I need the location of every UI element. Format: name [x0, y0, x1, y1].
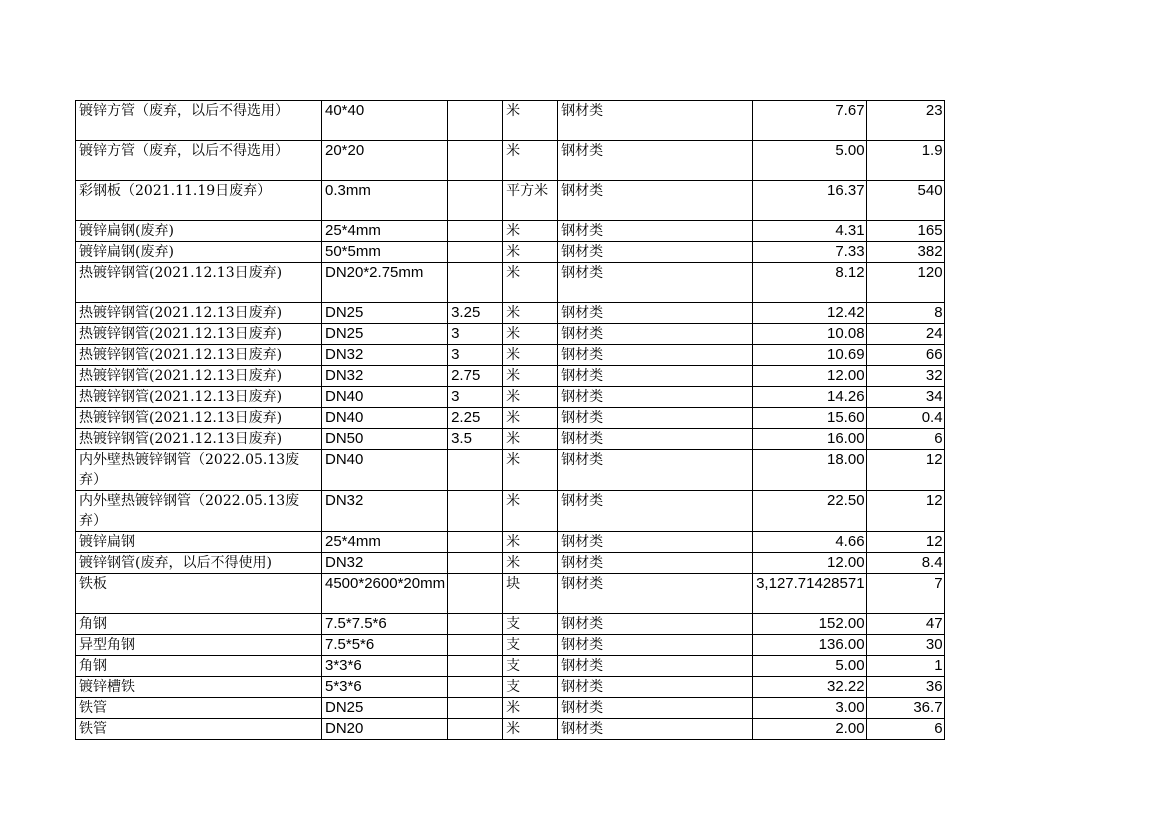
cell-unit: 米	[503, 408, 558, 429]
cell-name: 彩钢板（2021.11.19日废弃）	[76, 181, 322, 221]
cell-unit: 米	[503, 553, 558, 574]
cell-unit: 平方米	[503, 181, 558, 221]
cell-unit: 米	[503, 242, 558, 263]
cell-name: 内外壁热镀锌钢管（2022.05.13废弃）	[76, 491, 322, 532]
cell-spec: DN40	[322, 408, 448, 429]
cell-thickness	[448, 450, 503, 491]
cell-name: 热镀锌钢管(2021.12.13日废弃)	[76, 387, 322, 408]
cell-category: 钢材类	[558, 614, 753, 635]
table-row	[76, 263, 945, 303]
cell-thickness: 2.75	[448, 366, 503, 387]
cell-name: 角钢	[76, 614, 322, 635]
cell-unit: 支	[503, 677, 558, 698]
cell-qty: 12	[866, 491, 944, 532]
cell-category: 钢材类	[558, 387, 753, 408]
cell-category: 钢材类	[558, 141, 753, 181]
table-row	[76, 656, 945, 677]
cell-name: 热镀锌钢管(2021.12.13日废弃)	[76, 366, 322, 387]
table-row	[76, 181, 945, 221]
cell-name: 角钢	[76, 656, 322, 677]
table-row	[76, 574, 945, 614]
cell-spec: DN25	[322, 698, 448, 719]
cell-qty: 23	[866, 101, 944, 141]
cell-qty: 8.4	[866, 553, 944, 574]
cell-spec: DN32	[322, 366, 448, 387]
table-row	[76, 614, 945, 635]
cell-qty: 6	[866, 429, 944, 450]
cell-name: 热镀锌钢管(2021.12.13日废弃)	[76, 324, 322, 345]
table-row	[76, 366, 945, 387]
cell-thickness: 3.25	[448, 303, 503, 324]
cell-name: 镀锌方管（废弃，以后不得选用）	[76, 141, 322, 181]
cell-price: 16.37	[753, 181, 866, 221]
cell-price: 7.33	[753, 242, 866, 263]
cell-thickness	[448, 242, 503, 263]
cell-name: 镀锌扁钢(废弃)	[76, 242, 322, 263]
cell-thickness	[448, 221, 503, 242]
cell-thickness	[448, 532, 503, 553]
cell-spec: DN50	[322, 429, 448, 450]
cell-category: 钢材类	[558, 574, 753, 614]
cell-spec: 40*40	[322, 101, 448, 141]
cell-qty: 24	[866, 324, 944, 345]
cell-price: 12.00	[753, 553, 866, 574]
cell-category: 钢材类	[558, 553, 753, 574]
cell-spec: 20*20	[322, 141, 448, 181]
cell-category: 钢材类	[558, 324, 753, 345]
table-body	[76, 101, 945, 740]
cell-spec: 7.5*5*6	[322, 635, 448, 656]
table-row	[76, 429, 945, 450]
cell-category: 钢材类	[558, 429, 753, 450]
cell-thickness: 3	[448, 387, 503, 408]
cell-unit: 米	[503, 345, 558, 366]
table-row	[76, 677, 945, 698]
cell-category: 钢材类	[558, 101, 753, 141]
cell-category: 钢材类	[558, 698, 753, 719]
cell-name: 热镀锌钢管(2021.12.13日废弃)	[76, 408, 322, 429]
cell-thickness: 3	[448, 324, 503, 345]
cell-qty: 8	[866, 303, 944, 324]
cell-spec: DN25	[322, 324, 448, 345]
cell-unit: 米	[503, 429, 558, 450]
table-row	[76, 387, 945, 408]
cell-category: 钢材类	[558, 719, 753, 740]
table-row	[76, 698, 945, 719]
cell-unit: 米	[503, 387, 558, 408]
cell-thickness	[448, 574, 503, 614]
cell-name: 热镀锌钢管(2021.12.13日废弃)	[76, 303, 322, 324]
cell-spec: 3*3*6	[322, 656, 448, 677]
cell-category: 钢材类	[558, 491, 753, 532]
cell-category: 钢材类	[558, 366, 753, 387]
cell-thickness	[448, 698, 503, 719]
cell-spec: DN32	[322, 553, 448, 574]
cell-qty: 30	[866, 635, 944, 656]
table-row	[76, 324, 945, 345]
cell-unit: 块	[503, 574, 558, 614]
table-row	[76, 553, 945, 574]
cell-category: 钢材类	[558, 635, 753, 656]
cell-name: 铁管	[76, 698, 322, 719]
table-row	[76, 303, 945, 324]
cell-thickness	[448, 263, 503, 303]
cell-category: 钢材类	[558, 181, 753, 221]
cell-spec: 50*5mm	[322, 242, 448, 263]
cell-qty: 12	[866, 450, 944, 491]
cell-price: 5.00	[753, 141, 866, 181]
cell-qty: 47	[866, 614, 944, 635]
cell-thickness	[448, 101, 503, 141]
cell-thickness: 3	[448, 345, 503, 366]
cell-price: 10.08	[753, 324, 866, 345]
materials-table	[75, 100, 945, 740]
cell-unit: 米	[503, 141, 558, 181]
cell-spec: 4500*2600*20mm	[322, 574, 448, 614]
cell-category: 钢材类	[558, 532, 753, 553]
cell-spec: DN32	[322, 345, 448, 366]
cell-qty: 1	[866, 656, 944, 677]
table-row	[76, 491, 945, 532]
cell-price: 8.12	[753, 263, 866, 303]
cell-price: 22.50	[753, 491, 866, 532]
cell-spec: 7.5*7.5*6	[322, 614, 448, 635]
cell-spec: 25*4mm	[322, 532, 448, 553]
cell-name: 异型角钢	[76, 635, 322, 656]
cell-name: 镀锌扁钢(废弃)	[76, 221, 322, 242]
cell-spec: 25*4mm	[322, 221, 448, 242]
table-row	[76, 635, 945, 656]
cell-category: 钢材类	[558, 450, 753, 491]
cell-qty: 120	[866, 263, 944, 303]
cell-price: 32.22	[753, 677, 866, 698]
cell-thickness	[448, 614, 503, 635]
cell-name: 镀锌方管（废弃，以后不得选用）	[76, 101, 322, 141]
cell-qty: 36	[866, 677, 944, 698]
cell-price: 14.26	[753, 387, 866, 408]
cell-spec: DN32	[322, 491, 448, 532]
cell-price: 12.00	[753, 366, 866, 387]
cell-price: 15.60	[753, 408, 866, 429]
cell-thickness	[448, 181, 503, 221]
cell-price: 12.42	[753, 303, 866, 324]
cell-unit: 米	[503, 698, 558, 719]
cell-unit: 支	[503, 635, 558, 656]
cell-qty: 6	[866, 719, 944, 740]
table-row	[76, 408, 945, 429]
cell-thickness	[448, 677, 503, 698]
cell-price: 18.00	[753, 450, 866, 491]
cell-spec: DN20	[322, 719, 448, 740]
table-row	[76, 101, 945, 141]
table-row	[76, 242, 945, 263]
cell-name: 镀锌扁钢	[76, 532, 322, 553]
cell-thickness: 2.25	[448, 408, 503, 429]
cell-name: 内外壁热镀锌钢管（2022.05.13废弃）	[76, 450, 322, 491]
cell-spec: 0.3mm	[322, 181, 448, 221]
cell-thickness	[448, 635, 503, 656]
cell-spec: DN25	[322, 303, 448, 324]
cell-name: 热镀锌钢管(2021.12.13日废弃)	[76, 263, 322, 303]
cell-category: 钢材类	[558, 656, 753, 677]
cell-qty: 32	[866, 366, 944, 387]
cell-unit: 米	[503, 532, 558, 553]
table-row	[76, 221, 945, 242]
cell-spec: DN40	[322, 450, 448, 491]
cell-spec: DN40	[322, 387, 448, 408]
cell-unit: 米	[503, 324, 558, 345]
cell-qty: 540	[866, 181, 944, 221]
cell-category: 钢材类	[558, 303, 753, 324]
cell-spec: 5*3*6	[322, 677, 448, 698]
cell-name: 铁管	[76, 719, 322, 740]
cell-qty: 66	[866, 345, 944, 366]
table-row	[76, 141, 945, 181]
table-row	[76, 345, 945, 366]
cell-qty: 0.4	[866, 408, 944, 429]
cell-name: 热镀锌钢管(2021.12.13日废弃)	[76, 429, 322, 450]
cell-price: 5.00	[753, 656, 866, 677]
cell-thickness	[448, 719, 503, 740]
cell-unit: 米	[503, 366, 558, 387]
cell-price: 152.00	[753, 614, 866, 635]
cell-price: 3,127.71428571	[753, 574, 866, 614]
cell-unit: 米	[503, 719, 558, 740]
cell-name: 镀锌槽铁	[76, 677, 322, 698]
cell-price: 136.00	[753, 635, 866, 656]
cell-price: 7.67	[753, 101, 866, 141]
cell-category: 钢材类	[558, 242, 753, 263]
cell-name: 铁板	[76, 574, 322, 614]
cell-qty: 34	[866, 387, 944, 408]
cell-unit: 支	[503, 656, 558, 677]
cell-unit: 支	[503, 614, 558, 635]
cell-qty: 12	[866, 532, 944, 553]
cell-name: 镀锌钢管(废弃，以后不得使用)	[76, 553, 322, 574]
cell-name: 热镀锌钢管(2021.12.13日废弃)	[76, 345, 322, 366]
cell-unit: 米	[503, 303, 558, 324]
cell-qty: 7	[866, 574, 944, 614]
cell-thickness: 3.5	[448, 429, 503, 450]
table-row	[76, 719, 945, 740]
cell-qty: 165	[866, 221, 944, 242]
cell-qty: 382	[866, 242, 944, 263]
cell-price: 4.66	[753, 532, 866, 553]
cell-qty: 1.9	[866, 141, 944, 181]
cell-price: 2.00	[753, 719, 866, 740]
cell-price: 4.31	[753, 221, 866, 242]
cell-unit: 米	[503, 221, 558, 242]
cell-thickness	[448, 141, 503, 181]
cell-thickness	[448, 553, 503, 574]
cell-price: 16.00	[753, 429, 866, 450]
table-row	[76, 450, 945, 491]
cell-thickness	[448, 656, 503, 677]
cell-unit: 米	[503, 450, 558, 491]
cell-category: 钢材类	[558, 345, 753, 366]
cell-unit: 米	[503, 263, 558, 303]
cell-price: 3.00	[753, 698, 866, 719]
table-row	[76, 532, 945, 553]
cell-spec: DN20*2.75mm	[322, 263, 448, 303]
cell-category: 钢材类	[558, 221, 753, 242]
cell-category: 钢材类	[558, 408, 753, 429]
cell-unit: 米	[503, 491, 558, 532]
cell-price: 10.69	[753, 345, 866, 366]
cell-qty: 36.7	[866, 698, 944, 719]
cell-thickness	[448, 491, 503, 532]
cell-category: 钢材类	[558, 677, 753, 698]
cell-category: 钢材类	[558, 263, 753, 303]
cell-unit: 米	[503, 101, 558, 141]
